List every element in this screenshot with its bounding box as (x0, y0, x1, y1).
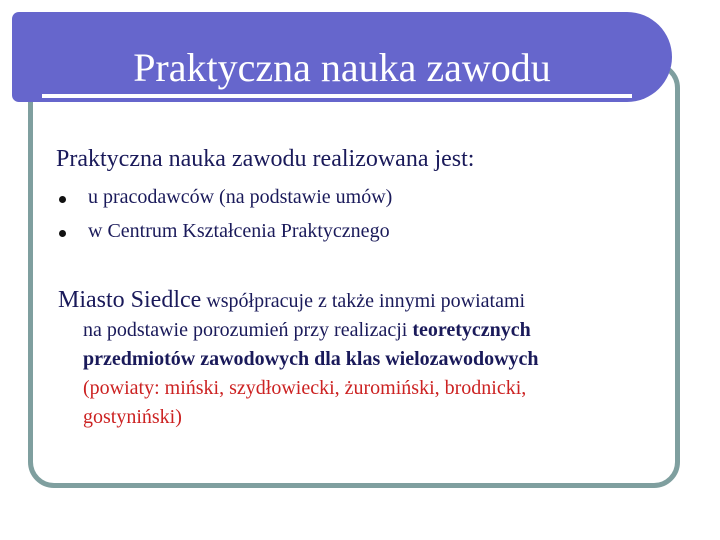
counties-list-line1: (powiaty: miński, szydłowiecki, żuromiński, brodnicki, (83, 377, 527, 399)
paragraph-line2-bold: teoretycznych (412, 319, 531, 341)
counties-list-line2: gostyniński) (83, 406, 182, 428)
intro-text: Praktyczna nauka zawodu realizowana jest: (56, 146, 475, 172)
city-name: Miasto Siedlce (58, 287, 202, 313)
bullet-list (56, 186, 392, 254)
cooperation-paragraph (58, 286, 658, 432)
bullet-text: u pracodawców (na podstawie umów) (88, 186, 393, 208)
paragraph-line2-plain: na podstawie porozumień przy realizacji (83, 319, 413, 341)
list-item (56, 186, 392, 220)
list-item (56, 220, 392, 254)
bullet-text: w Centrum Kształcenia Praktycznego (88, 220, 390, 242)
paragraph-line1: współpracuje z także innymi powiatami (206, 290, 526, 312)
paragraph-line3-bold: przedmiotów zawodowych dla klas wielozawodowych (83, 348, 539, 370)
paragraph-indent-block (58, 316, 658, 432)
page-title: Praktyczna nauka zawodu (133, 45, 551, 90)
title-bar (12, 12, 672, 102)
bullet-icon (59, 196, 66, 203)
title-underline (42, 94, 632, 98)
bullet-icon (59, 230, 66, 237)
